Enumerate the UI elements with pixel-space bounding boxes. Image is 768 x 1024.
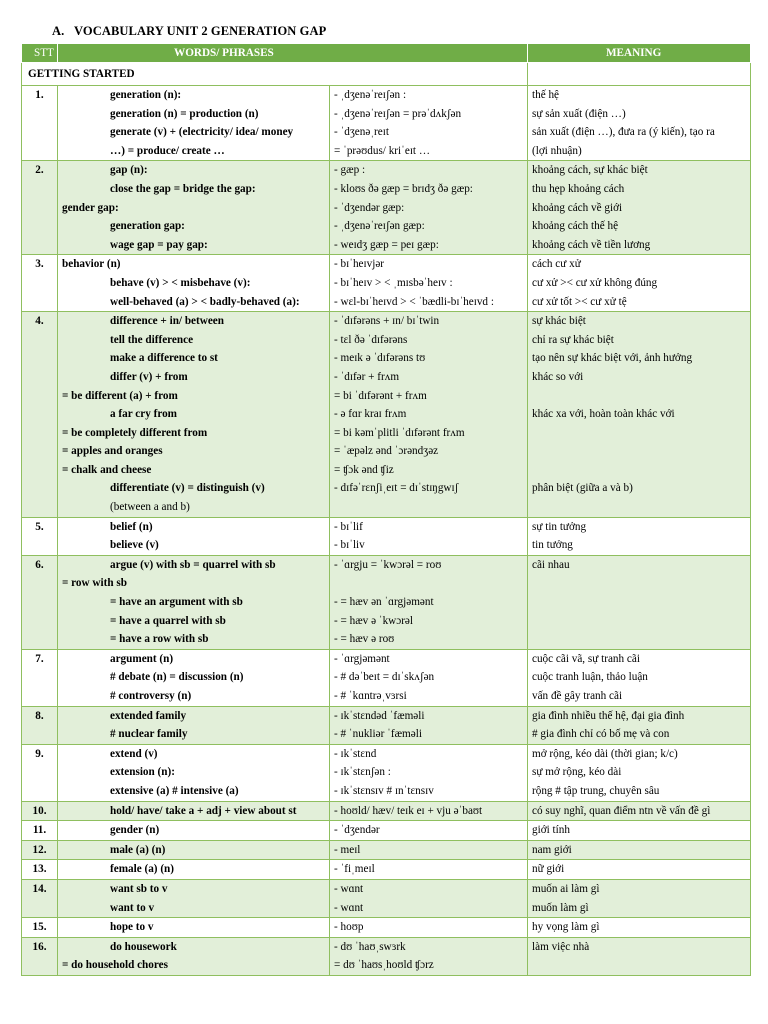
meaning-cell xyxy=(528,517,751,555)
meaning: nữ giới xyxy=(532,863,565,876)
words-cell xyxy=(58,840,330,860)
meaning: tạo nên sự khác biệt với, ảnh hưởng xyxy=(532,352,693,365)
row-number: 1. xyxy=(22,86,58,161)
pronunciation-cell xyxy=(330,840,528,860)
row-number: 9. xyxy=(22,744,58,801)
meaning: sự mở rộng, kéo dài xyxy=(532,766,622,779)
word-phrase: wage gap = pay gap: xyxy=(110,238,208,251)
meaning-cell xyxy=(528,161,751,255)
meaning-cell xyxy=(528,937,751,975)
pronunciation: - bɪˈheɪvjər xyxy=(334,258,385,271)
table-row xyxy=(22,879,751,917)
table-row xyxy=(22,937,751,975)
pronunciation: - ɪkˈstɛnsɪv # ɪnˈtɛnsɪv xyxy=(334,784,434,797)
table-row xyxy=(22,840,751,860)
pronunciation: - kloʊs ðə gæp = brɪdʒ ðə gæp: xyxy=(334,182,473,195)
meaning xyxy=(532,461,746,480)
table-row xyxy=(22,821,751,841)
meaning-cell xyxy=(528,706,751,744)
word-phrase: = row with sb xyxy=(62,577,127,590)
meaning-cell xyxy=(528,801,751,821)
word-phrase: generation (n): xyxy=(110,89,182,101)
pronunciation: - wɑnt xyxy=(334,882,364,895)
table-row xyxy=(22,517,751,555)
pronunciation-cell xyxy=(330,255,528,312)
meaning-cell xyxy=(528,821,751,841)
pronunciation: - bɪˈliv xyxy=(334,539,365,552)
pronunciation-cell xyxy=(330,879,528,917)
word-phrase: female (a) (n) xyxy=(110,863,174,876)
table-row xyxy=(22,649,751,706)
row-number: 14. xyxy=(22,879,58,917)
meaning: hy vọng làm gì xyxy=(532,921,600,934)
word-phrase: gap (n): xyxy=(110,164,148,177)
word-phrase: male (a) (n) xyxy=(110,843,166,856)
meaning: phân biệt (giữa a và b) xyxy=(532,482,633,495)
word-phrase: = apples and oranges xyxy=(62,445,163,458)
word-phrase: argument (n) xyxy=(110,652,174,665)
section-empty-cell xyxy=(528,63,751,86)
word-phrase: differ (v) + from xyxy=(110,370,188,383)
pronunciation: - ˈdʒendər xyxy=(334,824,380,837)
meaning-cell xyxy=(528,860,751,880)
pronunciation: - dʊ ˈhaʊˌswɜrk xyxy=(334,940,406,953)
meaning: làm việc nhà xyxy=(532,940,590,953)
section-letter: A. xyxy=(52,24,65,38)
words-cell xyxy=(58,255,330,312)
meaning: chỉ ra sự khác biệt xyxy=(532,333,614,346)
pronunciation-cell xyxy=(330,744,528,801)
row-number: 11. xyxy=(22,821,58,841)
word-phrase: # debate (n) = discussion (n) xyxy=(110,671,244,684)
word-phrase: extend (v) xyxy=(110,747,158,760)
meaning: khác xa với, hoàn toàn khác với xyxy=(532,408,675,421)
word-phrase: = have an argument with sb xyxy=(110,596,243,609)
meaning: khoảng cách về tiền lương xyxy=(532,238,651,251)
table-row xyxy=(22,255,751,312)
meaning: cư xử tốt >< cư xử tệ xyxy=(532,295,627,308)
meaning: muốn ai làm gì xyxy=(532,882,600,895)
table-row xyxy=(22,744,751,801)
pronunciation: - ˈɑrgju = ˈkwɔrəl = roʊ xyxy=(334,558,442,571)
table-row xyxy=(22,801,751,821)
table-row xyxy=(22,86,751,161)
meaning xyxy=(532,574,746,593)
row-number: 2. xyxy=(22,161,58,255)
meaning: thu hẹp khoảng cách xyxy=(532,182,625,195)
meaning-cell xyxy=(528,86,751,161)
pronunciation-cell xyxy=(330,555,528,649)
pronunciation: - ˈfiˌmeɪl xyxy=(334,863,375,876)
pronunciation: = bi ˈdɪfərənt + frʌm xyxy=(334,389,427,402)
meaning: cư xử >< cư xử không đúng xyxy=(532,276,658,289)
pronunciation: = ʧɔk ənd ʧiz xyxy=(334,463,394,476)
pronunciation-cell xyxy=(330,860,528,880)
pronunciation: - # dəˈbeɪt = dɪˈskʌʃən xyxy=(334,671,435,684)
meaning: cãi nhau xyxy=(532,558,570,571)
word-phrase: behave (v) > < misbehave (v): xyxy=(110,276,251,289)
word-phrase: = chalk and cheese xyxy=(62,463,152,476)
section-label: GETTING STARTED xyxy=(22,63,528,86)
words-cell xyxy=(58,161,330,255)
words-cell xyxy=(58,860,330,880)
words-cell xyxy=(58,86,330,161)
meaning: cuộc cãi vã, sự tranh cãi xyxy=(532,652,640,665)
header-meaning: MEANING xyxy=(528,44,751,63)
meaning-cell xyxy=(528,918,751,938)
meaning-cell xyxy=(528,840,751,860)
meaning: cách cư xử xyxy=(532,258,581,271)
table-row xyxy=(22,312,751,518)
pronunciation: - ˈdɪfər + frʌm xyxy=(334,370,400,383)
row-number: 13. xyxy=(22,860,58,880)
meaning-cell xyxy=(528,255,751,312)
word-phrase: believe (v) xyxy=(110,539,159,552)
pronunciation: - ˌdʒenəˈreɪʃən = prəˈdʌkʃən xyxy=(334,107,462,120)
row-number: 10. xyxy=(22,801,58,821)
pronunciation: - tɛl ðə ˈdɪfərəns xyxy=(334,333,408,346)
table-row xyxy=(22,555,751,649)
table-row xyxy=(22,860,751,880)
meaning xyxy=(532,612,746,631)
meaning: khác so với xyxy=(532,370,584,383)
header-words: WORDS/ PHRASES xyxy=(58,44,528,63)
table-row xyxy=(22,918,751,938)
word-phrase: generate (v) + (electricity/ idea/ money xyxy=(110,126,294,139)
meaning xyxy=(532,956,746,975)
word-phrase: # nuclear family xyxy=(110,728,188,741)
pronunciation: = dʊ ˈhaʊsˌhoʊld ʧɔrz xyxy=(334,959,434,972)
pronunciation: - meɪk ə ˈdɪfərəns tʊ xyxy=(334,352,426,365)
meaning: sự sản xuất (điện …) xyxy=(532,107,626,120)
meaning: sự tin tưởng xyxy=(532,520,587,533)
meaning xyxy=(532,630,746,649)
vocabulary-table xyxy=(21,43,751,976)
pronunciation: - ˈdʒendər gæp: xyxy=(334,201,405,214)
words-cell xyxy=(58,517,330,555)
words-cell xyxy=(58,879,330,917)
meaning: cuộc tranh luận, thảo luận xyxy=(532,671,648,684)
word-phrase: close the gap = bridge the gap: xyxy=(110,182,256,195)
words-cell xyxy=(58,555,330,649)
word-phrase: belief (n) xyxy=(110,520,153,533)
pronunciation-cell xyxy=(330,312,528,518)
pronunciation: - ˈɑrgjəmənt xyxy=(334,652,390,665)
meaning: mở rộng, kéo dài (thời gian; k/c) xyxy=(532,747,678,760)
pronunciation: - ˌdʒenəˈreɪʃən gæp: xyxy=(334,220,425,233)
row-number: 5. xyxy=(22,517,58,555)
meaning-cell xyxy=(528,649,751,706)
word-phrase: = have a row with sb xyxy=(110,633,209,646)
pronunciation: - hoʊp xyxy=(334,921,364,934)
word-phrase: make a difference to st xyxy=(110,352,218,365)
word-phrase: gender (n) xyxy=(110,824,160,837)
meaning-cell xyxy=(528,555,751,649)
header-stt: STT xyxy=(22,44,58,63)
meaning: gia đình nhiều thế hệ, đại gia đình xyxy=(532,709,685,722)
word-phrase: argue (v) with sb = quarrel with sb xyxy=(110,558,276,571)
meaning-cell xyxy=(528,879,751,917)
meaning xyxy=(532,387,746,406)
pronunciation: - ɪkˈstɛndəd ˈfæməli xyxy=(334,709,425,722)
meaning xyxy=(532,424,746,443)
pronunciation: - meɪl xyxy=(334,843,361,856)
pronunciation: - = hæv ə ˈkwɔrəl xyxy=(334,614,414,627)
pronunciation xyxy=(334,498,523,517)
word-phrase: a far cry from xyxy=(110,408,177,421)
meaning: vấn đề gây tranh cãi xyxy=(532,690,623,702)
word-phrase: differentiate (v) = distinguish (v) xyxy=(110,482,265,495)
meaning: sản xuất (điện …), đưa ra (ý kiến), tạo ra xyxy=(532,126,715,139)
meaning xyxy=(532,593,746,612)
meaning: khoảng cách về giới xyxy=(532,201,623,214)
pronunciation: - ˈdɪfərəns + ɪn/ bɪˈtwin xyxy=(334,315,440,328)
meaning xyxy=(532,498,746,517)
pronunciation: - # ˈkɑntrəˌvɜrsi xyxy=(334,690,407,702)
words-cell xyxy=(58,937,330,975)
pronunciation-cell xyxy=(330,937,528,975)
words-cell xyxy=(58,706,330,744)
words-cell xyxy=(58,918,330,938)
pronunciation: - hoʊld/ hæv/ teɪk eɪ + vju əˈbaʊt xyxy=(334,804,483,817)
word-phrase: well-behaved (a) > < badly-behaved (a): xyxy=(110,295,300,308)
words-cell xyxy=(58,821,330,841)
meaning: khoảng cách thế hệ xyxy=(532,220,619,233)
meaning: muốn làm gì xyxy=(532,901,589,914)
words-cell xyxy=(58,312,330,518)
row-number: 12. xyxy=(22,840,58,860)
word-phrase: generation gap: xyxy=(110,220,185,233)
word-phrase: do housework xyxy=(110,940,177,953)
words-cell xyxy=(58,744,330,801)
pronunciation: - bɪˈlif xyxy=(334,520,363,533)
pronunciation xyxy=(334,574,523,593)
meaning-cell xyxy=(528,312,751,518)
pronunciation: - weɪdʒ gæp = peɪ gæp: xyxy=(334,238,439,251)
meaning: nam giới xyxy=(532,843,572,856)
pronunciation-cell xyxy=(330,517,528,555)
word-phrase: generation (n) = production (n) xyxy=(110,107,259,120)
pronunciation: - dɪfəˈrɛnʃiˌeɪt = dɪˈstɪŋgwɪʃ xyxy=(334,482,459,495)
pronunciation: - = hæv ə roʊ xyxy=(334,633,395,646)
section-title: VOCABULARY UNIT 2 GENERATION GAP xyxy=(74,24,327,38)
pronunciation: - gæp : xyxy=(334,164,366,177)
meaning: giới tính xyxy=(532,824,570,837)
pronunciation-cell xyxy=(330,821,528,841)
meaning: thế hệ xyxy=(532,89,560,101)
word-phrase: want to v xyxy=(110,901,155,914)
meaning-cell xyxy=(528,744,751,801)
word-phrase: extensive (a) # intensive (a) xyxy=(110,784,239,797)
row-number: 15. xyxy=(22,918,58,938)
pronunciation: - = hæv ən ˈɑrgjəmənt xyxy=(334,596,434,609)
pronunciation: - ˌdʒenəˈreɪʃən : xyxy=(334,89,407,101)
pronunciation-cell xyxy=(330,801,528,821)
section-row xyxy=(22,63,751,86)
pronunciation: - wɛl-bɪˈheɪvd > < ˈbædli-bɪˈheɪvd : xyxy=(334,295,494,308)
pronunciation-cell xyxy=(330,706,528,744)
word-phrase: = be different (a) + from xyxy=(62,389,178,402)
meaning xyxy=(532,442,746,461)
pronunciation-cell xyxy=(330,918,528,938)
word-phrase: extended family xyxy=(110,709,187,722)
row-number: 7. xyxy=(22,649,58,706)
word-phrase: extension (n): xyxy=(110,766,175,779)
section-heading xyxy=(52,24,326,39)
pronunciation: - ɪkˈstɛnd xyxy=(334,747,377,760)
meaning: tin tưởng xyxy=(532,539,573,552)
row-number: 3. xyxy=(22,255,58,312)
word-phrase: behavior (n) xyxy=(62,258,121,271)
table-row xyxy=(22,161,751,255)
table-header-row xyxy=(22,44,751,63)
meaning: rộng # tập trung, chuyên sâu xyxy=(532,784,660,797)
word-phrase: # controversy (n) xyxy=(110,690,192,702)
pronunciation: = bi kəmˈplitli ˈdɪfərənt frʌm xyxy=(334,426,465,439)
pronunciation-cell xyxy=(330,161,528,255)
meaning: có suy nghĩ, quan điểm ntn về vấn đề gì xyxy=(532,804,711,817)
row-number: 4. xyxy=(22,312,58,518)
pronunciation: - ə fɑr kraɪ frʌm xyxy=(334,408,407,421)
word-phrase: …) = produce/ create … xyxy=(110,144,225,157)
meaning: (lợi nhuận) xyxy=(532,144,582,157)
word-phrase: tell the difference xyxy=(110,333,194,346)
pronunciation: - wɑnt xyxy=(334,901,364,914)
pronunciation: = ˈæpəlz ənd ˈɔrəndʒəz xyxy=(334,445,439,458)
word-phrase: = do household chores xyxy=(62,959,168,972)
table-row xyxy=(22,706,751,744)
word-phrase: gender gap: xyxy=(62,201,119,214)
word-phrase: want sb to v xyxy=(110,882,168,895)
word-phrase: (between a and b) xyxy=(110,501,190,514)
word-phrase: hold/ have/ take a + adj + view about st xyxy=(110,804,297,817)
words-cell xyxy=(58,801,330,821)
pronunciation: - # ˈnukliər ˈfæməli xyxy=(334,728,422,741)
pronunciation-cell xyxy=(330,86,528,161)
word-phrase: = be completely different from xyxy=(62,426,208,439)
row-number: 8. xyxy=(22,706,58,744)
meaning: khoảng cách, sự khác biệt xyxy=(532,164,648,177)
pronunciation: = ˈprəʊdus/ kriˈeɪt … xyxy=(334,144,431,157)
words-cell xyxy=(58,649,330,706)
pronunciation: - ˈdʒenəˌreɪt xyxy=(334,126,389,139)
pronunciation: - ɪkˈstɛnʃən : xyxy=(334,766,391,779)
row-number: 16. xyxy=(22,937,58,975)
word-phrase: difference + in/ between xyxy=(110,315,224,328)
pronunciation-cell xyxy=(330,649,528,706)
word-phrase: = have a quarrel with sb xyxy=(110,614,226,627)
meaning: # gia đình chỉ có bố mẹ và con xyxy=(532,728,670,741)
meaning: sự khác biệt xyxy=(532,315,586,328)
word-phrase: hope to v xyxy=(110,921,154,934)
pronunciation: - bɪˈheɪv > < ˌmɪsbəˈheɪv : xyxy=(334,276,453,289)
row-number: 6. xyxy=(22,555,58,649)
